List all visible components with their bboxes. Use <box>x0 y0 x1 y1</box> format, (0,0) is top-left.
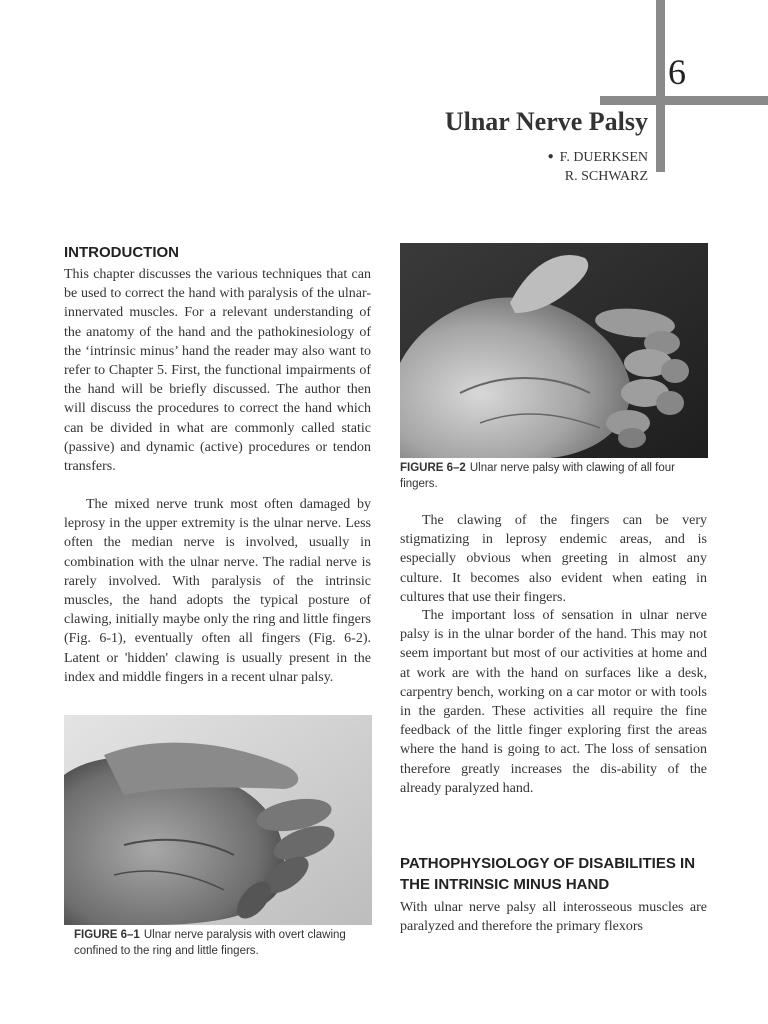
chapter-divider-horizontal <box>600 96 768 105</box>
body-paragraph: This chapter discusses the various techniques that can be used to correct the hand with paralysis of the ulnar-innervated muscles. For a relevant understanding of the anatomy of the hand and the pathokinesiology of the ‘intrinsic minus’ hand the reader may also want to refer to Chapter 5. First, the functional impairments of the hand will be briefly discussed. The author then will discuss the procedures to correct the hand which can be divided in what are commonly called static (passive) and dynamic (active) procedures or tendon transfers. <box>64 267 371 475</box>
body-paragraph: The mixed nerve trunk most often damaged by leprosy in the upper extremity is the ulnar nerve. Less often the median nerve is involved, usually in combination with the ulnar nerve. The radial nerve is rarely involved. With paralysis of the intrinsic muscles, the hand adopts the typical posture of clawing, initially maybe only the ring and little fingers (Fig. 6-1), eventually often all fingers (Fig. 6-2). Latent or 'hidden' clawing is usually present in the index and middle fingers in a recent ulnar palsy. <box>64 497 371 685</box>
section-heading-pathophysiology: PATHOPHYSIOLOGY OF DISABILITIES IN THE INTRINSIC MINUS HAND <box>400 855 696 893</box>
author-name: R. SCHWARZ <box>564 169 648 184</box>
chapter-number: 6 <box>668 52 686 92</box>
author-name: F. DUERKSEN <box>559 150 648 165</box>
chapter-authors <box>548 147 648 186</box>
figure-6-1-photo <box>64 715 372 925</box>
body-paragraph: The clawing of the fingers can be very stigmatizing in leprosy endemic areas, and is especially obvious when greeting in almost any culture. It becomes also evident when eating in cultures that use their fingers. <box>400 513 707 605</box>
bullet-icon: ● <box>547 151 554 162</box>
figure-6-1-caption <box>74 927 374 959</box>
figure-label: FIGURE 6–1 <box>74 929 140 941</box>
figure-6-2-photo <box>400 243 708 458</box>
figure-label: FIGURE 6–2 <box>400 462 466 474</box>
chapter-divider-vertical <box>656 0 665 172</box>
figure-caption-text: Ulnar nerve paralysis with overt clawing confined to the ring and little fingers. <box>74 929 346 957</box>
body-paragraph: The important loss of sensation in ulnar nerve palsy is in the ulnar border of the hand. This may not seem important but most of our activities at home and at work are with the hand on surfaces like a desk, carpentry bench, working on a car motor or with tools in the garden. These activities all require the fine feedback of the little finger exploring first the areas where the hand is going to act. The loss of sensation therefore greatly increases the dis-ability of the already paralyzed hand. <box>400 608 707 796</box>
author-line <box>548 167 648 186</box>
section-heading-introduction: INTRODUCTION <box>64 244 179 261</box>
author-line <box>548 147 648 167</box>
chapter-title: Ulnar Nerve Palsy <box>444 107 648 136</box>
figure-caption-text: Ulnar nerve palsy with clawing of all four fingers. <box>400 462 676 490</box>
figure-6-2-caption <box>400 460 708 492</box>
body-paragraph: With ulnar nerve palsy all interosseous muscles are paralyzed and therefore the primary flexors <box>400 900 707 935</box>
